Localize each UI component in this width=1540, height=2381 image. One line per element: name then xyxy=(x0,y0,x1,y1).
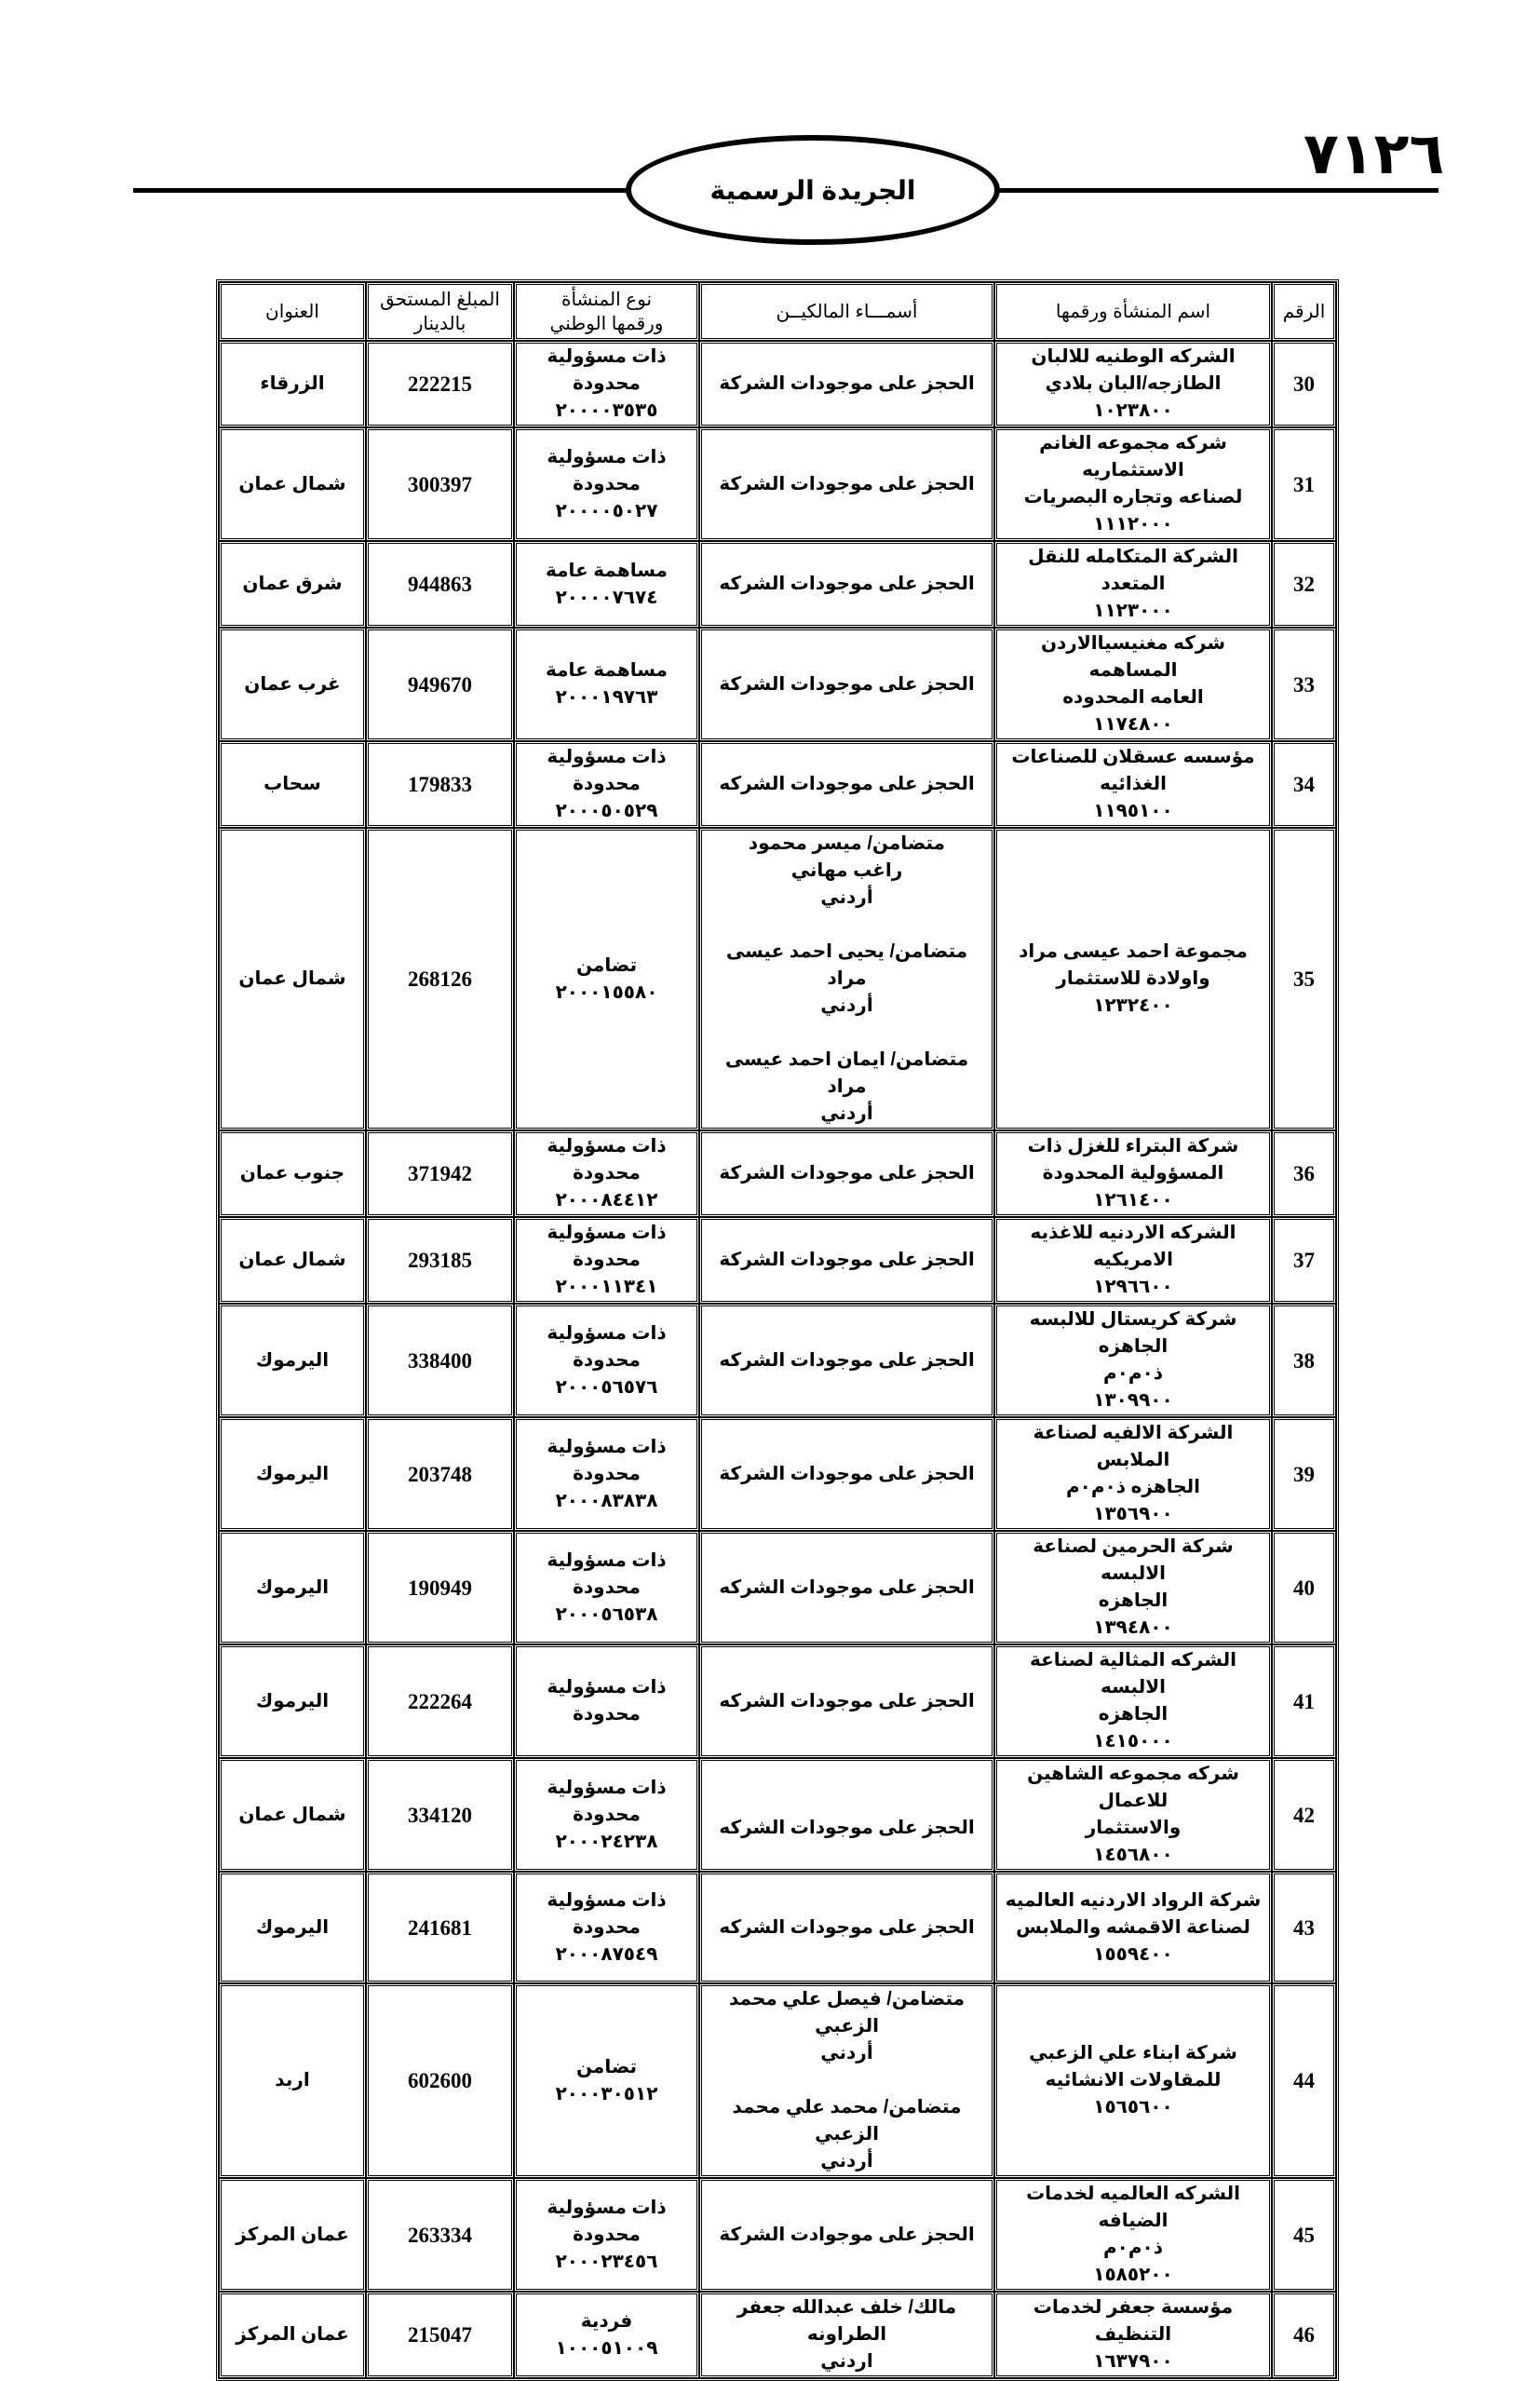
address: شمال عمان xyxy=(219,427,366,541)
table-row xyxy=(219,1130,1336,1217)
table-row xyxy=(219,1531,1336,1644)
row-number: 46 xyxy=(1272,2292,1336,2378)
establishment-type: ذات مسؤولية محدودة ٢٠٠٠٥٦٥٣٨ xyxy=(514,1531,699,1644)
establishment-name: شركة البتراء للغزل ذات المسؤولية المحدودة ١٢٦١٤٠٠ xyxy=(994,1130,1272,1217)
establishment-name: شركة الرواد الاردنيه العالميه لصناعة الاقمشه والملابس ١٥٥٩٤٠٠ xyxy=(994,1872,1272,1983)
address: جنوب عمان xyxy=(219,1130,366,1217)
header-type: نوع المنشأة ورقمها الوطني xyxy=(514,282,699,341)
header-amount: المبلغ المستحق بالدينار xyxy=(366,282,514,341)
owners: الحجز على موجودات الشركه xyxy=(699,1872,994,1983)
owners: الحجز على موجودات الشركة xyxy=(699,1130,994,1217)
amount-due: 293185 xyxy=(366,1217,514,1304)
row-number: 32 xyxy=(1272,541,1336,628)
establishment-type: فردية ١٠٠٠٥١٠٠٩ xyxy=(514,2292,699,2378)
table-row xyxy=(219,828,1336,1130)
row-number: 30 xyxy=(1272,341,1336,427)
owners: الحجز على موجودات الشركه xyxy=(699,741,994,828)
row-number: 39 xyxy=(1272,1417,1336,1531)
owners: الحجز على موجودات الشركة xyxy=(699,628,994,741)
establishment-name: شركة الحرمين لصناعة الالبسه الجاهزه ١٣٩٤٨٠٠ xyxy=(994,1531,1272,1644)
establishment-name: مجموعة احمد عيسى مراد واولادة للاستثمار ١٢٣٢٤٠٠ xyxy=(994,828,1272,1130)
amount-due: 179833 xyxy=(366,741,514,828)
amount-due: 190949 xyxy=(366,1531,514,1644)
address: الزرقاء xyxy=(219,341,366,427)
header-number: الرقم xyxy=(1272,282,1336,341)
establishment-type: مساهمة عامة ٢٠٠٠٠٧٦٧٤ xyxy=(514,541,699,628)
row-number: 36 xyxy=(1272,1130,1336,1217)
table-row xyxy=(219,1644,1336,1758)
establishment-type: ذات مسؤولية محدودة ٢٠٠٠٨٧٥٤٩ xyxy=(514,1872,699,1983)
table-row xyxy=(219,1417,1336,1531)
address: شمال عمان xyxy=(219,1217,366,1304)
address: عمان المركز xyxy=(219,2178,366,2292)
establishment-type: ذات مسؤولية محدودة ٢٠٠٠١١٣٤١ xyxy=(514,1217,699,1304)
table-row xyxy=(219,1304,1336,1417)
address: اليرموك xyxy=(219,1644,366,1758)
amount-due: 334120 xyxy=(366,1758,514,1872)
table-row xyxy=(219,1872,1336,1983)
amount-due: 602600 xyxy=(366,1983,514,2178)
address: اليرموك xyxy=(219,1304,366,1417)
row-number: 35 xyxy=(1272,828,1336,1130)
owners: الحجز على موجودات الشركه xyxy=(699,1644,994,1758)
row-number: 41 xyxy=(1272,1644,1336,1758)
owners: متضامن/ فيصل علي محمد الزعبي أردني متضامن/ محمد علي محمد الزعبي أردني xyxy=(699,1983,994,2178)
owners: الحجز على موجودات الشركة xyxy=(699,427,994,541)
establishment-name: مؤسسه عسقلان للصناعات الغذائيه ١١٩٥١٠٠ xyxy=(994,741,1272,828)
row-number: 40 xyxy=(1272,1531,1336,1644)
establishment-name: الشركه الاردنيه للاغذيه الامريكيه ١٢٩٦٦٠٠ xyxy=(994,1217,1272,1304)
row-number: 34 xyxy=(1272,741,1336,828)
establishment-name: الشركة المتكامله للنقل المتعدد ١١٢٣٠٠٠ xyxy=(994,541,1272,628)
owners: متضامن/ ميسر محمود راغب مهاني أردني متضامن/ يحيى احمد عيسى مراد أردني متضامن/ ايمان احمد عيسى مراد أردني xyxy=(699,828,994,1130)
header-owners: أسمـــاء المالكيــن xyxy=(699,282,994,341)
establishment-name: الشركه المثالية لصناعة الالبسه الجاهزه ١٤١٥٠٠٠ xyxy=(994,1644,1272,1758)
row-number: 42 xyxy=(1272,1758,1336,1872)
table-row xyxy=(219,741,1336,828)
row-number: 38 xyxy=(1272,1304,1336,1417)
establishment-name: الشركه الوطنيه للالبان الطازجه/البان بلادي ١٠٢٣٨٠٠ xyxy=(994,341,1272,427)
address: عمان المركز xyxy=(219,2292,366,2378)
amount-due: 222264 xyxy=(366,1644,514,1758)
establishment-name: شركه مغنيسياالاردن المساهمه العامه المحدوده ١١٧٤٨٠٠ xyxy=(994,628,1272,741)
table-row xyxy=(219,541,1336,628)
owners: الحجز على موجودات الشركة xyxy=(699,341,994,427)
table-row xyxy=(219,628,1336,741)
owners: مالك/ خلف عبدالله جعفر الطراونه اردني xyxy=(699,2292,994,2378)
row-number: 33 xyxy=(1272,628,1336,741)
amount-due: 268126 xyxy=(366,828,514,1130)
address: اليرموك xyxy=(219,1872,366,1983)
establishment-type: تضامن ٢٠٠٠١٥٥٨٠ xyxy=(514,828,699,1130)
establishment-type: ذات مسؤولية محدودة xyxy=(514,1644,699,1758)
establishment-type: ذات مسؤولية محدودة ٢٠٠٠٨٤٤١٢ xyxy=(514,1130,699,1217)
header-address: العنوان xyxy=(219,282,366,341)
address: اليرموك xyxy=(219,1417,366,1531)
publication-title: الجريدة الرسمية xyxy=(709,175,916,205)
table-row xyxy=(219,1758,1336,1872)
row-number: 37 xyxy=(1272,1217,1336,1304)
establishment-type: ذات مسؤولية محدودة ٢٠٠٠٠٣٥٣٥ xyxy=(514,341,699,427)
table-row xyxy=(219,341,1336,427)
establishment-name: الشركه العالميه لخدمات الضيافه ذ٠م٠م ١٥٨٥٢٠٠ xyxy=(994,2178,1272,2292)
establishment-name: الشركة الالفيه لصناعة الملابس الجاهزه ذ٠م٠م ١٣٥٦٩٠٠ xyxy=(994,1417,1272,1531)
owners: الحجز على موجودات الشركه xyxy=(699,1531,994,1644)
establishment-type: ذات مسؤولية محدودة ٢٠٠٠٢٣٤٥٦ xyxy=(514,2178,699,2292)
owners: الحجز على موجودات الشركه xyxy=(699,541,994,628)
amount-due: 371942 xyxy=(366,1130,514,1217)
amount-due: 203748 xyxy=(366,1417,514,1531)
header-establishment-name: اسم المنشأة ورقمها xyxy=(994,282,1272,341)
address: اليرموك xyxy=(219,1531,366,1644)
amount-due: 949670 xyxy=(366,628,514,741)
owners: الحجز على موجودات الشركه xyxy=(699,1758,994,1872)
establishment-name: مؤسسة جعفر لخدمات التنظيف ١٦٣٧٩٠٠ xyxy=(994,2292,1272,2378)
owners: الحجز على موجودات الشركة xyxy=(699,1217,994,1304)
establishment-type: تضامن ٢٠٠٠٣٠٥١٢ xyxy=(514,1983,699,2178)
establishment-name: شركه مجموعه الغانم الاستثماريه لصناعه وتجاره البصريات ١١١٢٠٠٠ xyxy=(994,427,1272,541)
amount-due: 222215 xyxy=(366,341,514,427)
owners: الحجز على موجودات الشركة xyxy=(699,1417,994,1531)
amount-due: 215047 xyxy=(366,2292,514,2378)
address: سحاب xyxy=(219,741,366,828)
amount-due: 241681 xyxy=(366,1872,514,1983)
publication-title-oval xyxy=(626,135,1000,245)
amount-due: 263334 xyxy=(366,2178,514,2292)
row-number: 43 xyxy=(1272,1872,1336,1983)
address: شمال عمان xyxy=(219,1758,366,1872)
row-number: 31 xyxy=(1272,427,1336,541)
address: شرق عمان xyxy=(219,541,366,628)
establishment-type: ذات مسؤولية محدودة ٢٠٠٠٥٦٥٧٦ xyxy=(514,1304,699,1417)
row-number: 44 xyxy=(1272,1983,1336,2178)
owners: الحجز على موجوادت الشركة xyxy=(699,2178,994,2292)
establishment-type: ذات مسؤولية محدودة ٢٠٠٠٠٥٠٢٧ xyxy=(514,427,699,541)
establishment-name: شركة كريستال للالبسه الجاهزه ذ٠م٠م ١٣٠٩٩٠٠ xyxy=(994,1304,1272,1417)
establishment-type: ذات مسؤولية محدودة ٢٠٠٠٨٣٨٣٨ xyxy=(514,1417,699,1531)
establishment-type: ذات مسؤولية محدودة ٢٠٠٠٢٤٢٣٨ xyxy=(514,1758,699,1872)
amount-due: 944863 xyxy=(366,541,514,628)
companies-table xyxy=(216,279,1339,2381)
page-number: ٧١٢٦ xyxy=(1304,119,1445,187)
table-row xyxy=(219,1983,1336,2178)
owners: الحجز على موجودات الشركه xyxy=(699,1304,994,1417)
establishment-type: مساهمة عامة ٢٠٠٠١٩٧٦٣ xyxy=(514,628,699,741)
table-header-row xyxy=(219,282,1336,341)
address: شمال عمان xyxy=(219,828,366,1130)
address: غرب عمان xyxy=(219,628,366,741)
amount-due: 300397 xyxy=(366,427,514,541)
establishment-type: ذات مسؤولية محدودة ٢٠٠٠٥٠٥٢٩ xyxy=(514,741,699,828)
establishment-name: شركه مجموعه الشاهين للاعمال والاستثمار ١٤٥٦٨٠٠ xyxy=(994,1758,1272,1872)
address: اربد xyxy=(219,1983,366,2178)
establishment-name: شركة ابناء علي الزعبي للمقاولات الانشائيه ١٥٦٥٦٠٠ xyxy=(994,1983,1272,2178)
table-row xyxy=(219,1217,1336,1304)
table-row xyxy=(219,2292,1336,2378)
table-row xyxy=(219,427,1336,541)
amount-due: 338400 xyxy=(366,1304,514,1417)
table-row xyxy=(219,2178,1336,2292)
row-number: 45 xyxy=(1272,2178,1336,2292)
